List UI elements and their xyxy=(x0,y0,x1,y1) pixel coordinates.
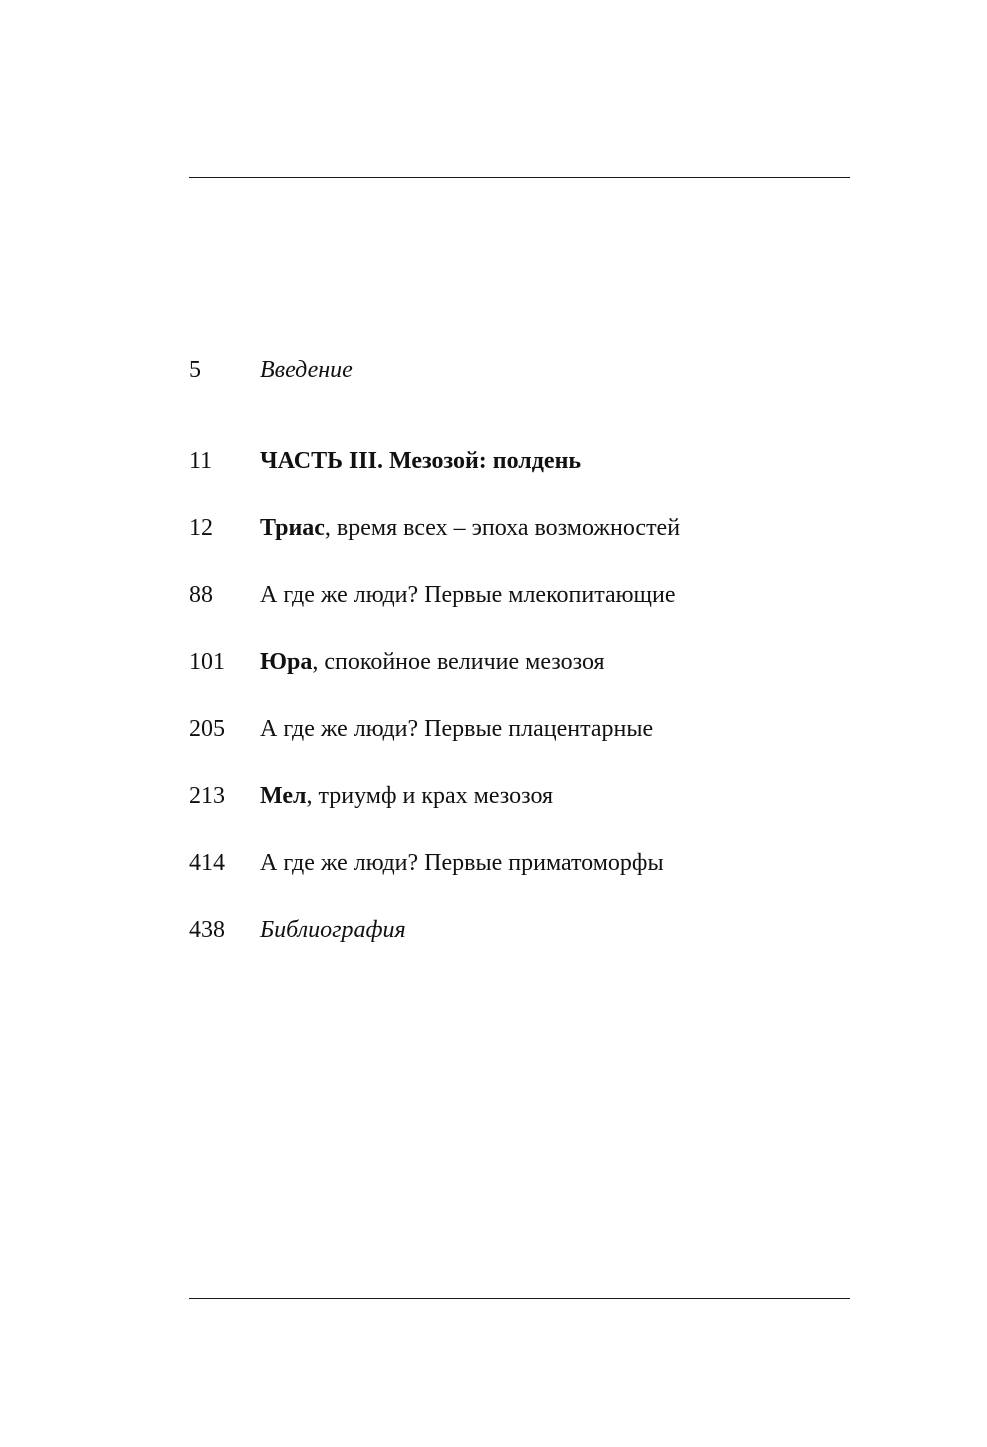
toc-entry-title xyxy=(260,642,605,682)
toc-entry-title: А где же люди? Первые приматоморфы xyxy=(260,850,664,876)
toc-entry-title: Библиография xyxy=(260,917,406,943)
toc-entry-title-rest: , спокойное величие мезозоя xyxy=(312,649,605,675)
toc-entry-jurassic[interactable] xyxy=(189,642,850,682)
toc-entry-title xyxy=(260,776,553,816)
toc-page-number: 213 xyxy=(189,783,225,809)
toc-entry-title-bold: Триас xyxy=(260,515,325,541)
toc-page-number: 88 xyxy=(189,582,213,608)
toc-entry-title: Введение xyxy=(260,357,353,383)
top-rule xyxy=(189,177,850,178)
toc-entry-first-placentals[interactable] xyxy=(189,709,850,749)
toc-entry-bibliography[interactable] xyxy=(189,910,850,950)
toc-page-number: 414 xyxy=(189,850,225,876)
toc-entry-title-rest: , время всех – эпоха возможностей xyxy=(324,515,681,541)
toc-entry-title: ЧАСТЬ III. Мезозой: полдень xyxy=(260,448,582,474)
toc-entry-introduction[interactable] xyxy=(189,350,850,390)
toc-entry-title-bold: Мел xyxy=(260,783,307,809)
toc-entry-title-bold: Юра xyxy=(260,649,313,675)
toc-entry-title: А где же люди? Первые млекопитающие xyxy=(260,582,676,608)
bottom-rule xyxy=(189,1298,850,1299)
toc-page-number: 438 xyxy=(189,917,225,943)
toc-entry-first-mammals[interactable] xyxy=(189,575,850,615)
toc-page-number: 101 xyxy=(189,649,225,675)
toc-page-number: 5 xyxy=(189,357,201,383)
toc-entry-part-three[interactable] xyxy=(189,441,850,481)
toc-entry-cretaceous[interactable] xyxy=(189,776,850,816)
toc-entry-title xyxy=(260,508,680,548)
toc-entry-first-primatomorphs[interactable] xyxy=(189,843,850,883)
toc-page-number: 11 xyxy=(189,448,213,474)
toc-page-number: 12 xyxy=(189,515,213,541)
toc-page-number: 205 xyxy=(189,716,225,742)
toc-entry-triassic[interactable] xyxy=(189,508,850,548)
toc-entry-title-rest: , триумф и крах мезозоя xyxy=(306,783,554,809)
toc-entry-title: А где же люди? Первые плацентарные xyxy=(260,716,654,742)
